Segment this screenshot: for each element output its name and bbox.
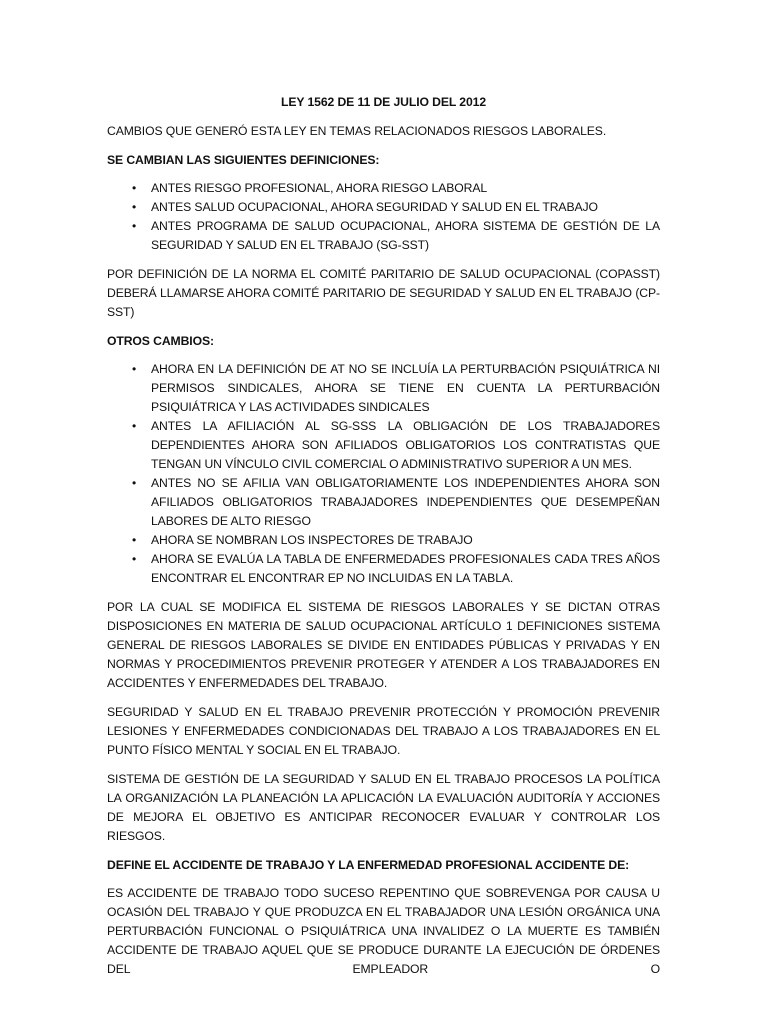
- list-item-text: ANTES SALUD OCUPACIONAL, AHORA SEGURIDAD Y SALUD EN EL TRABAJO: [151, 200, 598, 214]
- bullet-icon: •: [131, 533, 137, 547]
- bullet-icon: •: [131, 181, 137, 195]
- list-item-text: ANTES PROGRAMA DE SALUD OCUPACIONAL, AHORA SISTEMA DE GESTIÓN DE LA SEGURIDAD Y SALUD EN EL TRABAJO (SG-SST): [151, 219, 660, 252]
- bullet-icon: •: [131, 419, 137, 433]
- list-item-text: ANTES RIESGO PROFESIONAL, AHORA RIESGO LABORAL: [151, 181, 488, 195]
- list-item: [107, 550, 660, 588]
- bullet-icon: •: [131, 219, 137, 233]
- safety-paragraph: SEGURIDAD Y SALUD EN EL TRABAJO PREVENIR PROTECCIÓN Y PROMOCIÓN PREVENIR LESIONES Y ENFERMEDADES CONDICIONADAS DEL TRABAJO A LOS TRABAJADORES EN EL PUNTO FÍSICO MENTAL Y SOCIAL EN EL TRABAJO.: [107, 705, 660, 757]
- list-item-text: ANTES NO SE AFILIA VAN OBLIGATORIAMENTE LOS INDEPENDIENTES AHORA SON AFILIADOS OBLIGATORIOS TRABAJADORES INDEPENDIENTES QUE DESEMPEÑAN LABORES DE ALTO RIESGO: [151, 476, 660, 528]
- list-item-text: AHORA SE NOMBRAN LOS INSPECTORES DE TRABAJO: [151, 533, 473, 547]
- list-item-text: ANTES LA AFILIACIÓN AL SG-SSS LA OBLIGACIÓN DE LOS TRABAJADORES DEPENDIENTES AHORA SON AFILIADOS OBLIGATORIOS LOS CONTRATISTAS QUE TENGAN UN VÍNCULO CIVIL COMERCIAL O ADMINISTRATIVO SUPERIOR A UN MES.: [151, 419, 660, 471]
- intro-paragraph: CAMBIOS QUE GENERÓ ESTA LEY EN TEMAS RELACIONADOS RIESGOS LABORALES.: [107, 124, 607, 138]
- list-item: [107, 360, 660, 417]
- list-item: [107, 198, 660, 217]
- other-changes-heading: OTROS CAMBIOS:: [107, 334, 214, 348]
- other-changes-list: [107, 360, 660, 588]
- list-item: [107, 474, 660, 531]
- list-item: [107, 217, 660, 255]
- bullet-icon: •: [131, 552, 137, 566]
- list-item: [107, 417, 660, 474]
- list-item: [107, 179, 660, 198]
- list-item-text: AHORA SE EVALÚA LA TABLA DE ENFERMEDADES PROFESIONALES CADA TRES AÑOS ENCONTRAR EL ENCONTRAR EP NO INCLUIDAS EN LA TABLA.: [151, 552, 660, 585]
- list-item-text: AHORA EN LA DEFINICIÓN DE AT NO SE INCLUÍA LA PERTURBACIÓN PSIQUIÁTRICA NI PERMISOS SINDICALES, AHORA SE TIENE EN CUENTA LA PERTURBACIÓN PSIQUIÁTRICA Y LAS ACTIVIDADES SINDICALES: [151, 362, 660, 414]
- list-item: [107, 531, 660, 550]
- definitions-heading: SE CAMBIAN LAS SIGUIENTES DEFINICIONES:: [107, 153, 380, 167]
- document-title: LEY 1562 DE 11 DE JULIO DEL 2012: [281, 95, 486, 109]
- definitions-list: [107, 179, 660, 255]
- system-paragraph: POR LA CUAL SE MODIFICA EL SISTEMA DE RIESGOS LABORALES Y SE DICTAN OTRAS DISPOSICIONES EN MATERIA DE SALUD OCUPACIONAL ARTÍCULO 1 DEFINICIONES SISTEMA GENERAL DE RIESGOS LABORALES SE DIVIDE EN ENTIDADES PÚBLICAS Y PRIVADAS Y EN NORMAS Y PROCEDIMIENTOS PREVENIR PROTEGER Y ATENDER A LOS TRABAJADORES EN ACCIDENTES Y ENFERMEDADES DEL TRABAJO.: [107, 600, 660, 690]
- accident-heading: DEFINE EL ACCIDENTE DE TRABAJO Y LA ENFERMEDAD PROFESIONAL ACCIDENTE DE:: [107, 858, 630, 872]
- accident-paragraph: ES ACCIDENTE DE TRABAJO TODO SUCESO REPENTINO QUE SOBREVENGA POR CAUSA U OCASIÓN DEL TRABAJO Y QUE PRODUZCA EN EL TRABAJADOR UNA LESIÓN ORGÁNICA UNA PERTURBACIÓN FUNCIONAL O PSIQUIÁTRICA UNA INVALIDEZ O LA MUERTE ES TAMBIÉN ACCIDENTE DE TRABAJO AQUEL QUE SE PRODUCE DURANTE LA EJECUCIÓN DE ÓRDENES DEL EMPLEADOR O: [107, 886, 660, 976]
- copasst-paragraph: POR DEFINICIÓN DE LA NORMA EL COMITÉ PARITARIO DE SALUD OCUPACIONAL (COPASST) DEBERÁ LLAMARSE AHORA COMITÉ PARITARIO DE SEGURIDAD Y SALUD EN EL TRABAJO (CP-SST): [107, 267, 660, 319]
- bullet-icon: •: [131, 476, 137, 490]
- management-paragraph: SISTEMA DE GESTIÓN DE LA SEGURIDAD Y SALUD EN EL TRABAJO PROCESOS LA POLÍTICA LA ORGANIZACIÓN LA PLANEACIÓN LA APLICACIÓN LA EVALUACIÓN AUDITORÍA Y ACCIONES DE MEJORA EL OBJETIVO ES ANTICIPAR RECONOCER EVALUAR Y CONTROLAR LOS RIESGOS.: [107, 772, 660, 843]
- bullet-icon: •: [131, 362, 137, 376]
- bullet-icon: •: [131, 200, 137, 214]
